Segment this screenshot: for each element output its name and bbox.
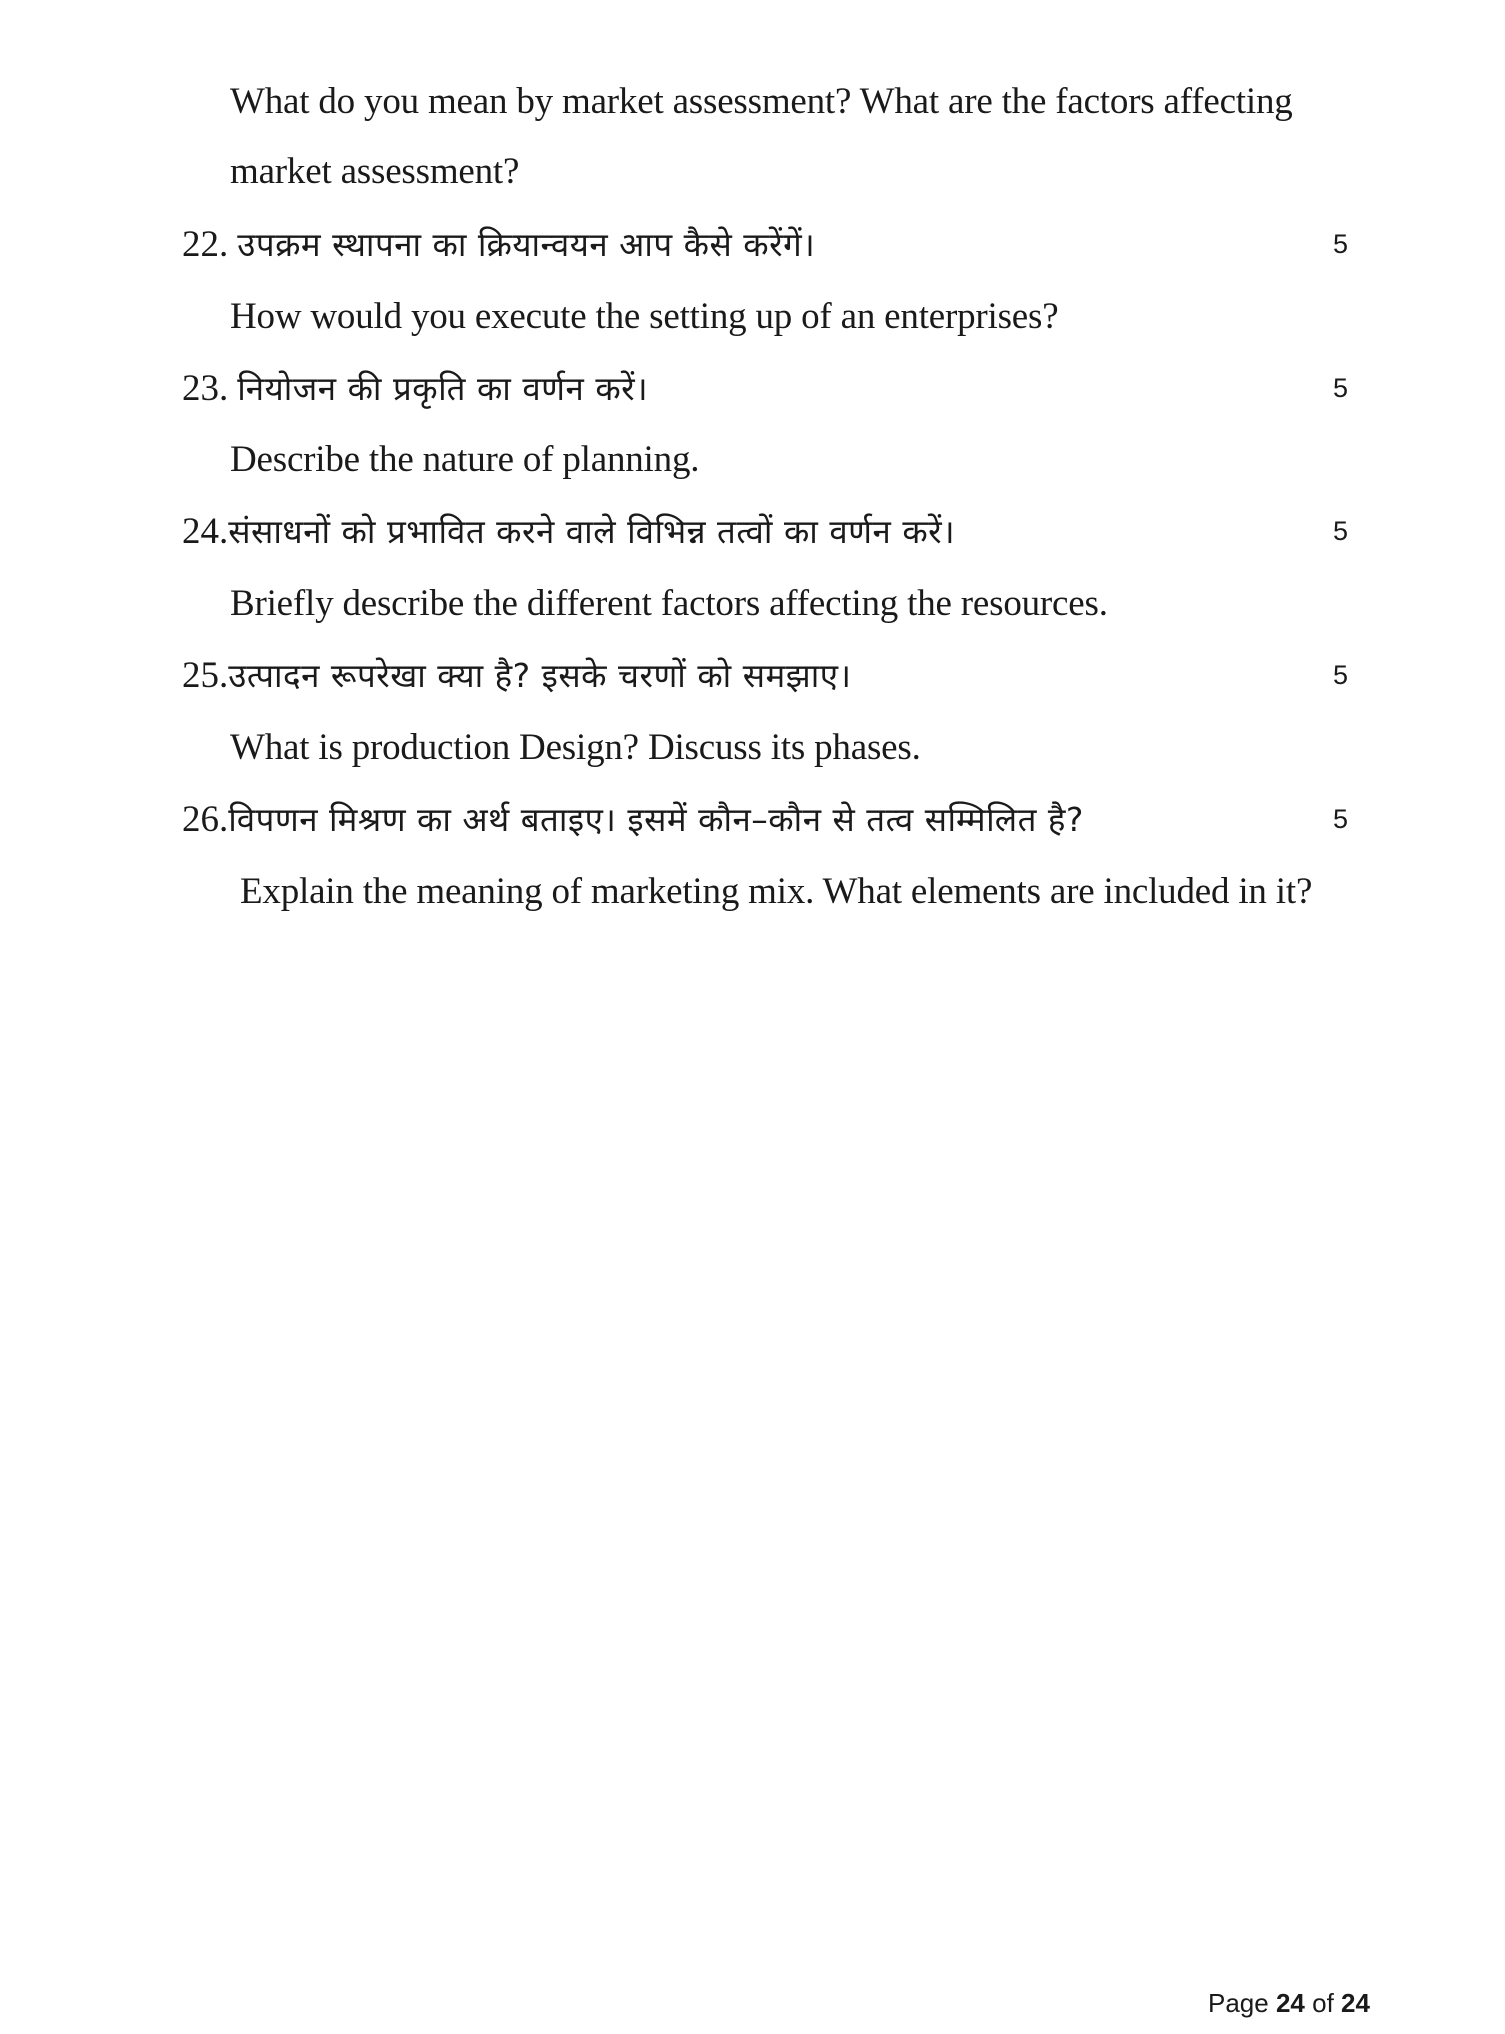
question-22-marks: 5 bbox=[1333, 229, 1349, 259]
current-page-number: 24 bbox=[1275, 1988, 1305, 2018]
question-25-english: What is production Design? Discuss its phases. bbox=[230, 727, 921, 768]
question-25-hindi bbox=[182, 653, 852, 698]
question-hindi-text: विपणन मिश्रण का अर्थ बताइए। इसमें कौन–कौन से तत्व सम्मिलित है? bbox=[228, 800, 1084, 839]
intro-line-2: market assessment? bbox=[230, 151, 520, 192]
question-24-english: Briefly describe the different factors affecting the resources. bbox=[230, 583, 1108, 624]
question-number: 23. bbox=[182, 368, 229, 409]
question-26-english: Explain the meaning of marketing mix. What elements are included in it? bbox=[240, 871, 1313, 912]
question-23-hindi bbox=[182, 366, 648, 411]
question-22-hindi bbox=[182, 222, 815, 267]
question-24-marks: 5 bbox=[1333, 516, 1349, 546]
question-number: 24. bbox=[182, 511, 229, 552]
question-23-english: Describe the nature of planning. bbox=[230, 439, 700, 480]
question-23-marks: 5 bbox=[1333, 373, 1349, 403]
question-number: 22. bbox=[182, 224, 229, 265]
intro-line-1: What do you mean by market assessment? What are the factors affecting bbox=[230, 81, 1293, 122]
question-hindi-text: उपक्रम स्थापना का क्रियान्वयन आप कैसे करेंगें। bbox=[237, 225, 816, 264]
question-hindi-text: संसाधनों को प्रभावित करने वाले विभिन्न तत्वों का वर्णन करें। bbox=[228, 512, 956, 551]
question-hindi-text: नियोजन की प्रकृति का वर्णन करें। bbox=[237, 369, 649, 408]
of-word: of bbox=[1312, 1988, 1334, 2018]
total-pages-number: 24 bbox=[1341, 1988, 1370, 2018]
question-number: 25. bbox=[182, 655, 229, 696]
question-number: 26. bbox=[182, 799, 229, 840]
page-word: Page bbox=[1208, 1988, 1269, 2018]
question-24-hindi bbox=[182, 509, 955, 554]
question-hindi-text: उत्पादन रूपरेखा क्या है? इसके चरणों को समझाए। bbox=[228, 656, 852, 695]
page-indicator bbox=[1208, 1988, 1370, 2018]
question-22-english: How would you execute the setting up of an enterprises? bbox=[230, 296, 1059, 337]
question-26-hindi bbox=[182, 797, 1084, 842]
question-26-marks: 5 bbox=[1333, 804, 1349, 834]
question-25-marks: 5 bbox=[1333, 660, 1349, 690]
